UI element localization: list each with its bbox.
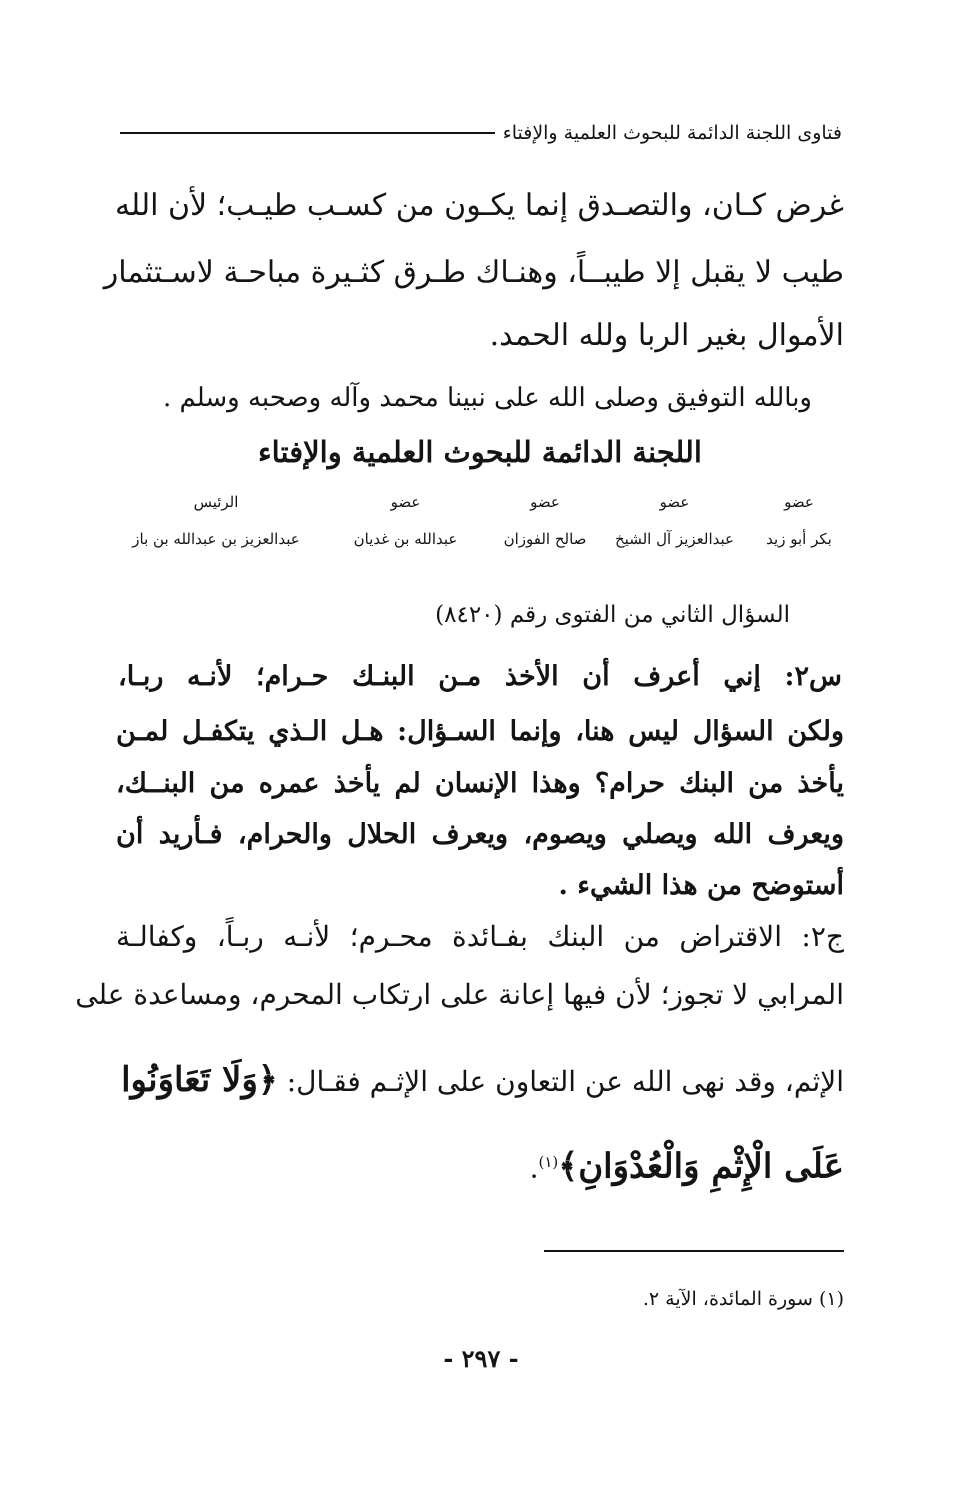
answer-line-3-text: الإثم، وقد نهى الله عن التعاون على الإثـم فقـال: [286, 1065, 844, 1098]
signature-names [116, 530, 844, 548]
final-period: . [529, 1151, 539, 1185]
answer-line-2: المرابي لا تجوز؛ لأن فيها إعانة على ارتكاب المحرم، ومساعدة على [75, 978, 844, 1011]
running-header [120, 118, 842, 148]
role-member-2: عضو [659, 493, 690, 511]
header-rule [120, 132, 495, 134]
closing-line: وبالله التوفيق وصلى الله على نبينا محمد وآله وصحبه وسلم . [162, 383, 812, 413]
role-member-1: عضو [784, 493, 814, 511]
body-line-3: الأموال بغير الربا ولله الحمد. [489, 318, 844, 353]
running-title: فتاوى اللجنة الدائمة للبحوث العلمية والإفتاء [502, 122, 842, 144]
name-member-1: بكر أبو زيد [766, 530, 832, 548]
name-member-3: صالح الفوزان [503, 530, 587, 548]
footnote-reference: (١) [538, 1153, 559, 1171]
name-chairman: عبدالعزيز بن عبدالله بن باز [132, 530, 300, 548]
footnote-text: (١) سورة المائدة، الآية ٢. [642, 1288, 844, 1310]
quran-verse-part-1: ﴿وَلَا تَعَاوَنُوا [121, 1060, 278, 1100]
quran-verse-part-2: عَلَى الْإِثْمِ وَالْعُدْوَانِ﴾ [558, 1146, 844, 1187]
answer-line-3 [116, 1060, 844, 1102]
name-member-4: عبدالله بن غديان [353, 530, 458, 548]
role-member-3: عضو [530, 493, 560, 511]
answer-line-1: ج٢: الاقتراض من البنك بفـائدة محـرم؛ لأنـه ربـاً، وكفالـة [116, 920, 844, 953]
role-member-4: عضو [390, 493, 421, 511]
body-line-2: طيب لا يقبل إلا طيبــاً، وهنـاك طـرق كثـيرة مباحـة لاسـتثمار [103, 255, 844, 290]
question-line-1: س٢: إني أعرف أن الأخذ مـن البنـك حـرام؛ لأنـه ربـا، [118, 661, 842, 692]
signature-roles [116, 493, 844, 511]
answer-line-4 [116, 1142, 844, 1188]
committee-title: اللجنة الدائمة للبحوث العلمية والإفتاء [258, 435, 702, 469]
fatwa-heading: السؤال الثاني من الفتوى رقم (٨٤٢٠) [435, 602, 790, 628]
role-chairman: الرئيس [193, 493, 239, 511]
question-line-3: يأخذ من البنك حرام؟ وهذا الإنسان لم يأخذ عمره من البنــك، [116, 768, 844, 799]
footnote-rule [544, 1250, 844, 1252]
question-line-2: ولكن السؤال ليس هنا، وإنما السـؤال: هـل الـذي يتكفـل لمـن [116, 716, 844, 747]
question-line-4: ويعرف الله ويصلي ويصوم، ويعرف الحلال والحرام، فـأريد أن [116, 819, 844, 850]
body-line-1: غرض كـان، والتصـدق إنما يكـون من كسـب طيـب؛ لأن الله [114, 188, 844, 223]
name-member-2: عبدالعزيز آل الشيخ [615, 530, 734, 548]
page-number: - ٢٩٧ - [443, 1344, 519, 1373]
question-line-5: أستوضح من هذا الشيء . [558, 870, 844, 901]
